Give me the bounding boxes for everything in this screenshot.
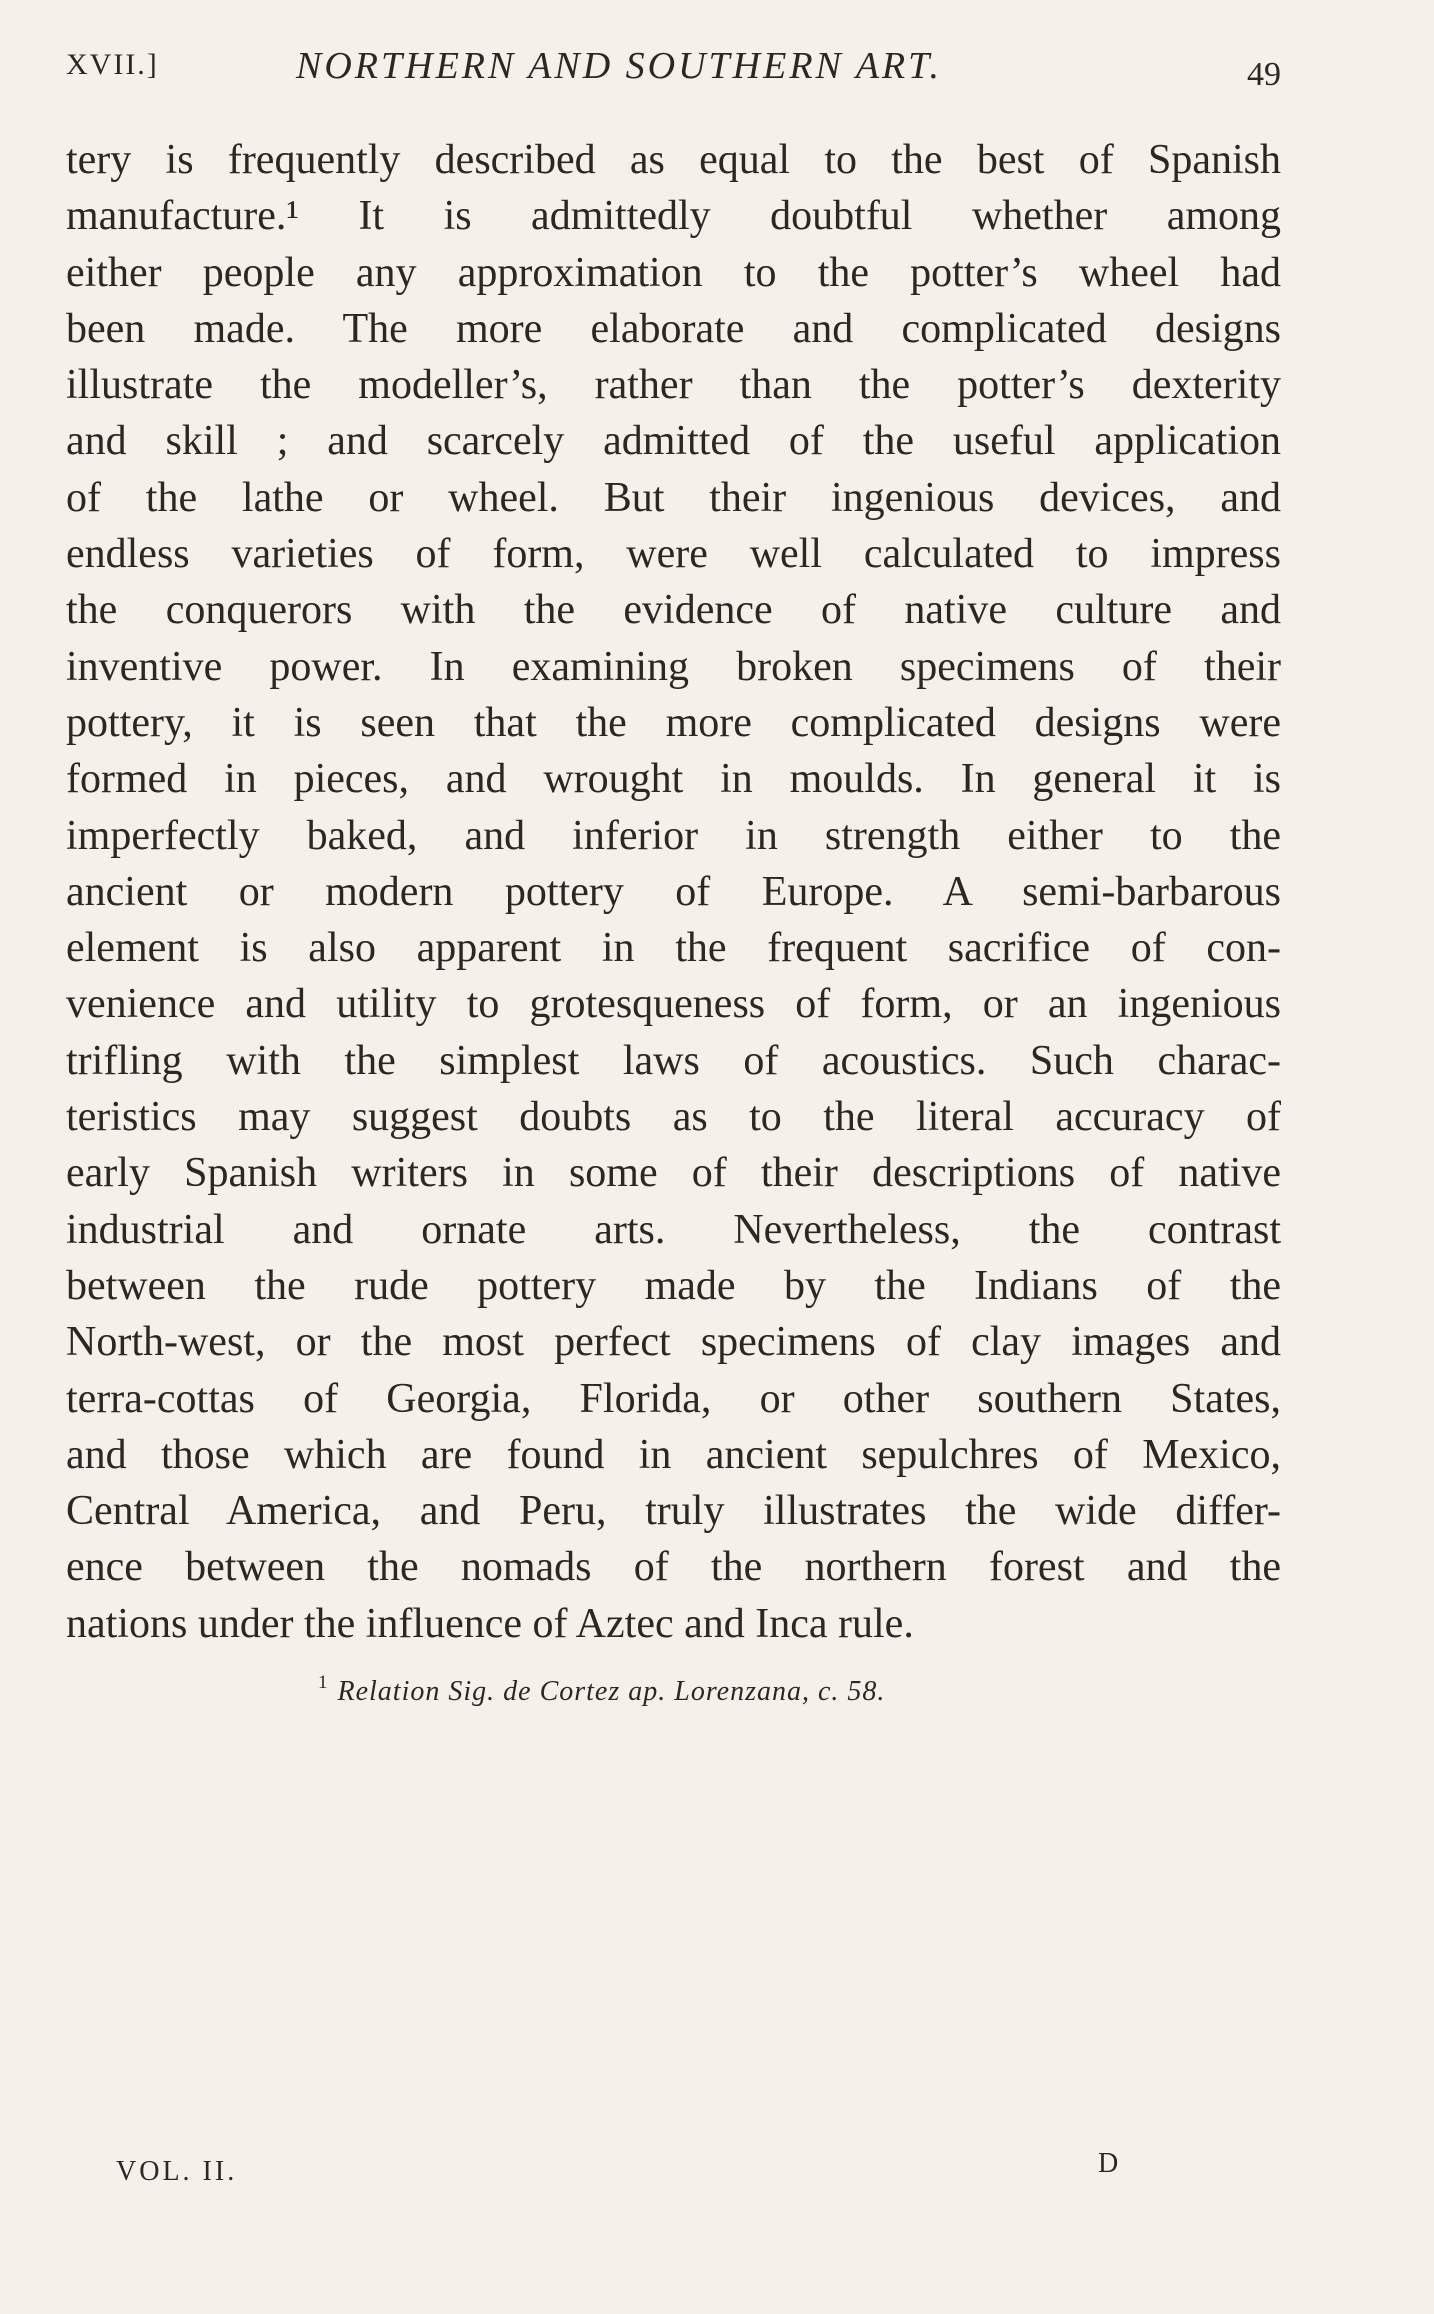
text-line: ancient or modern pottery of Europe. A semi-barbarous (66, 868, 1281, 915)
text-line: pottery, it is seen that the more complicated designs were (66, 699, 1281, 746)
gathering-mark: D (1098, 2148, 1119, 2179)
text-line: between the rude pottery made by the Indians of the (66, 1262, 1281, 1309)
running-title: NORTHERN AND SOUTHERN ART. (296, 45, 942, 87)
text-line: and those which are found in ancient sepulchres of Mexico, (66, 1431, 1281, 1478)
text-line: North-west, or the most perfect specimens of clay images and (66, 1319, 1281, 1366)
text-line: endless varieties of form, were well calculated to impress (66, 531, 1281, 578)
text-line: the conquerors with the evidence of native culture and (66, 587, 1281, 634)
text-line: trifling with the simplest laws of acoustics. Such charac- (66, 1037, 1281, 1084)
text-line: venience and utility to grotesqueness of form, or an ingenious (66, 981, 1281, 1028)
text-line: tery is frequently described as equal to the best of Spanish (66, 137, 1281, 183)
chapter-number: XVII.] (66, 48, 159, 81)
text-line: illustrate the modeller’s, rather than the potter’s dexterity (66, 362, 1281, 409)
text-line: Central America, and Peru, truly illustrates the wide differ- (66, 1488, 1281, 1535)
text-line: inventive power. In examining broken specimens of their (66, 643, 1281, 690)
running-head (66, 44, 1281, 104)
text-line: either people any approximation to the potter’s wheel had (66, 249, 1281, 296)
text-line: formed in pieces, and wrought in moulds. In general it is (66, 756, 1281, 803)
footnote (318, 1672, 885, 1708)
text-line: ence between the nomads of the northern forest and the (66, 1544, 1281, 1591)
footnote-marker: 1 (318, 1672, 328, 1693)
text-line: early Spanish writers in some of their descriptions of native (66, 1150, 1281, 1197)
text-line: industrial and ornate arts. Nevertheless, the contrast (66, 1206, 1281, 1253)
text-line: been made. The more elaborate and complicated designs (66, 305, 1281, 352)
text-line: element is also apparent in the frequent sacrifice of con- (66, 925, 1281, 972)
body-text (66, 132, 1281, 1652)
text-line: imperfectly baked, and inferior in strength either to the (66, 812, 1281, 859)
text-line: of the lathe or wheel. But their ingenious devices, and (66, 474, 1281, 521)
volume-signature: VOL. II. (116, 2156, 238, 2187)
text-line: terra-cottas of Georgia, Florida, or other southern States, (66, 1375, 1281, 1422)
text-line: and skill ; and scarcely admitted of the useful application (66, 418, 1281, 465)
text-line: manufacture.¹ It is admittedly doubtful whether among (66, 193, 1281, 240)
footnote-text: Relation Sig. de Cortez ap. Lorenzana, c. 58. (337, 1676, 886, 1707)
page-number: 49 (1247, 56, 1281, 93)
text-line: nations under the influence of Aztec and Inca rule. (66, 1600, 914, 1647)
text-line: teristics may suggest doubts as to the literal accuracy of (66, 1094, 1281, 1141)
